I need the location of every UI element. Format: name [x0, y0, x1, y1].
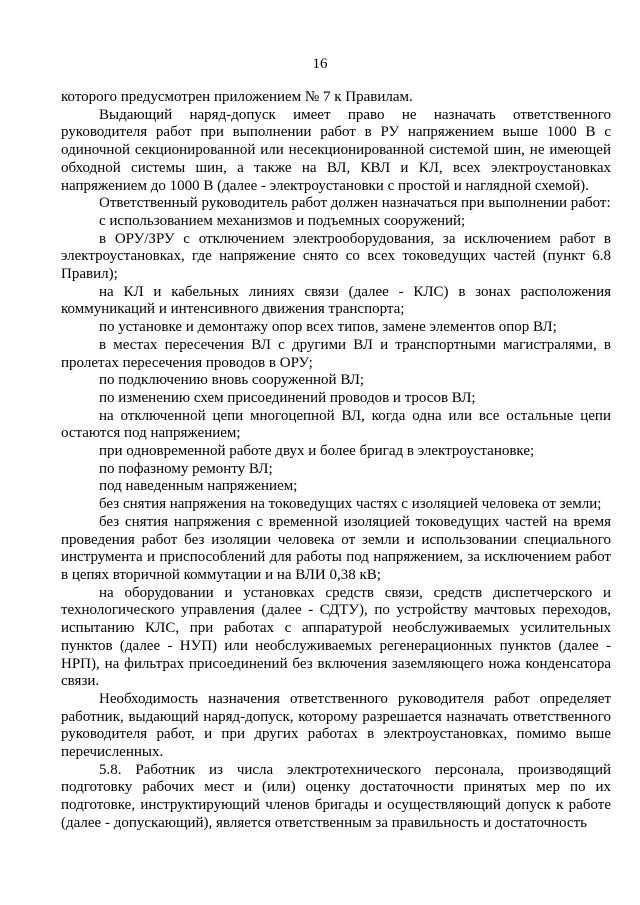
body-paragraph: Ответственный руководитель работ должен назначаться при выполнении работ: — [99, 195, 611, 212]
body-paragraph: по пофазному ремонту ВЛ; — [99, 460, 273, 477]
body-paragraph: по установке и демонтажу опор всех типов, замене элементов опор ВЛ; — [99, 319, 557, 336]
body-paragraph: по подключению вновь сооруженной ВЛ; — [99, 372, 365, 389]
body-paragraph: без снятия напряжения на токоведущих частях с изоляцией человека от земли; — [99, 496, 602, 513]
body-paragraph: по изменению схем присоединений проводов и тросов ВЛ; — [99, 389, 476, 406]
body-paragraph: под наведенным напряжением; — [99, 478, 298, 495]
body-paragraph: Выдающий наряд-допуск имеет право не назначать ответственного руководителя работ при выполнении работ в РУ напряжением выше 1000 В с одиночной секционированной или несекционированной системой шин, не имеющей обходной системы шин, а также на ВЛ, КВЛ и КЛ, всех электроустановках напряжением до 1000 В (далее - электроустановки с простой и наглядной схемой). — [61, 106, 611, 194]
body-paragraph: 5.8. Работник из числа электротехнического персонала, производящий подготовку рабочих мест и (или) оценку достаточности принятых мер по их подготовке, инструктирующий членов бригады и осуществляющий допуск к работе (далее - допускающий), является ответственным за правильность и достаточность — [61, 761, 611, 831]
body-paragraph: на оборудовании и установках средств связи, средств диспетчерского и технологического управления (далее - СДТУ), по устройству мачтовых переходов, испытанию КЛС, при работах с аппаратурой необслуживаемых усилительных пунктов (далее - НУП) или необслуживаемых регенерационных пунктов (далее - НРП), на фильтрах присоединений без включения заземляющего ножа конденсатора связи. — [61, 584, 611, 690]
body-paragraph: на отключенной цепи многоцепной ВЛ, когда одна или все остальные цепи остаются под напряжением; — [61, 407, 611, 442]
body-paragraph: без снятия напряжения с временной изоляцией токоведущих частей на время проведения работ без изоляции человека от земли и использовании специального инструмента и приспособлений для работы под напряжением, за исключением работ в цепях вторичной коммутации и на ВЛИ 0,38 кВ; — [61, 513, 611, 583]
body-paragraph: в ОРУ/ЗРУ с отключением электрооборудования, за исключением работ в электроустановках, где напряжение снято со всех токоведущих частей (пункт 6.8 Правил); — [61, 230, 611, 283]
body-paragraph: при одновременной работе двух и более бригад в электроустановке; — [99, 443, 535, 460]
body-paragraph: которого предусмотрен приложением № 7 к Правилам. — [61, 89, 413, 105]
body-paragraph: в местах пересечения ВЛ с другими ВЛ и транспортными магистралями, в пролетах пересечения проводов в ОРУ; — [61, 336, 611, 371]
document-body — [61, 89, 611, 833]
page-number: 16 — [312, 56, 328, 72]
body-paragraph: Необходимость назначения ответственного руководителя работ определяет работник, выдающий наряд-допуск, которому разрешается назначать ответственного руководителя работ, и при других работах в электроустановках, помимо выше перечисленных. — [61, 690, 611, 761]
body-paragraph: на КЛ и кабельных линиях связи (далее - КЛС) в зонах расположения коммуникаций и интенсивного движения транспорта; — [61, 283, 611, 318]
body-paragraph: с использованием механизмов и подъемных сооружений; — [99, 212, 466, 229]
